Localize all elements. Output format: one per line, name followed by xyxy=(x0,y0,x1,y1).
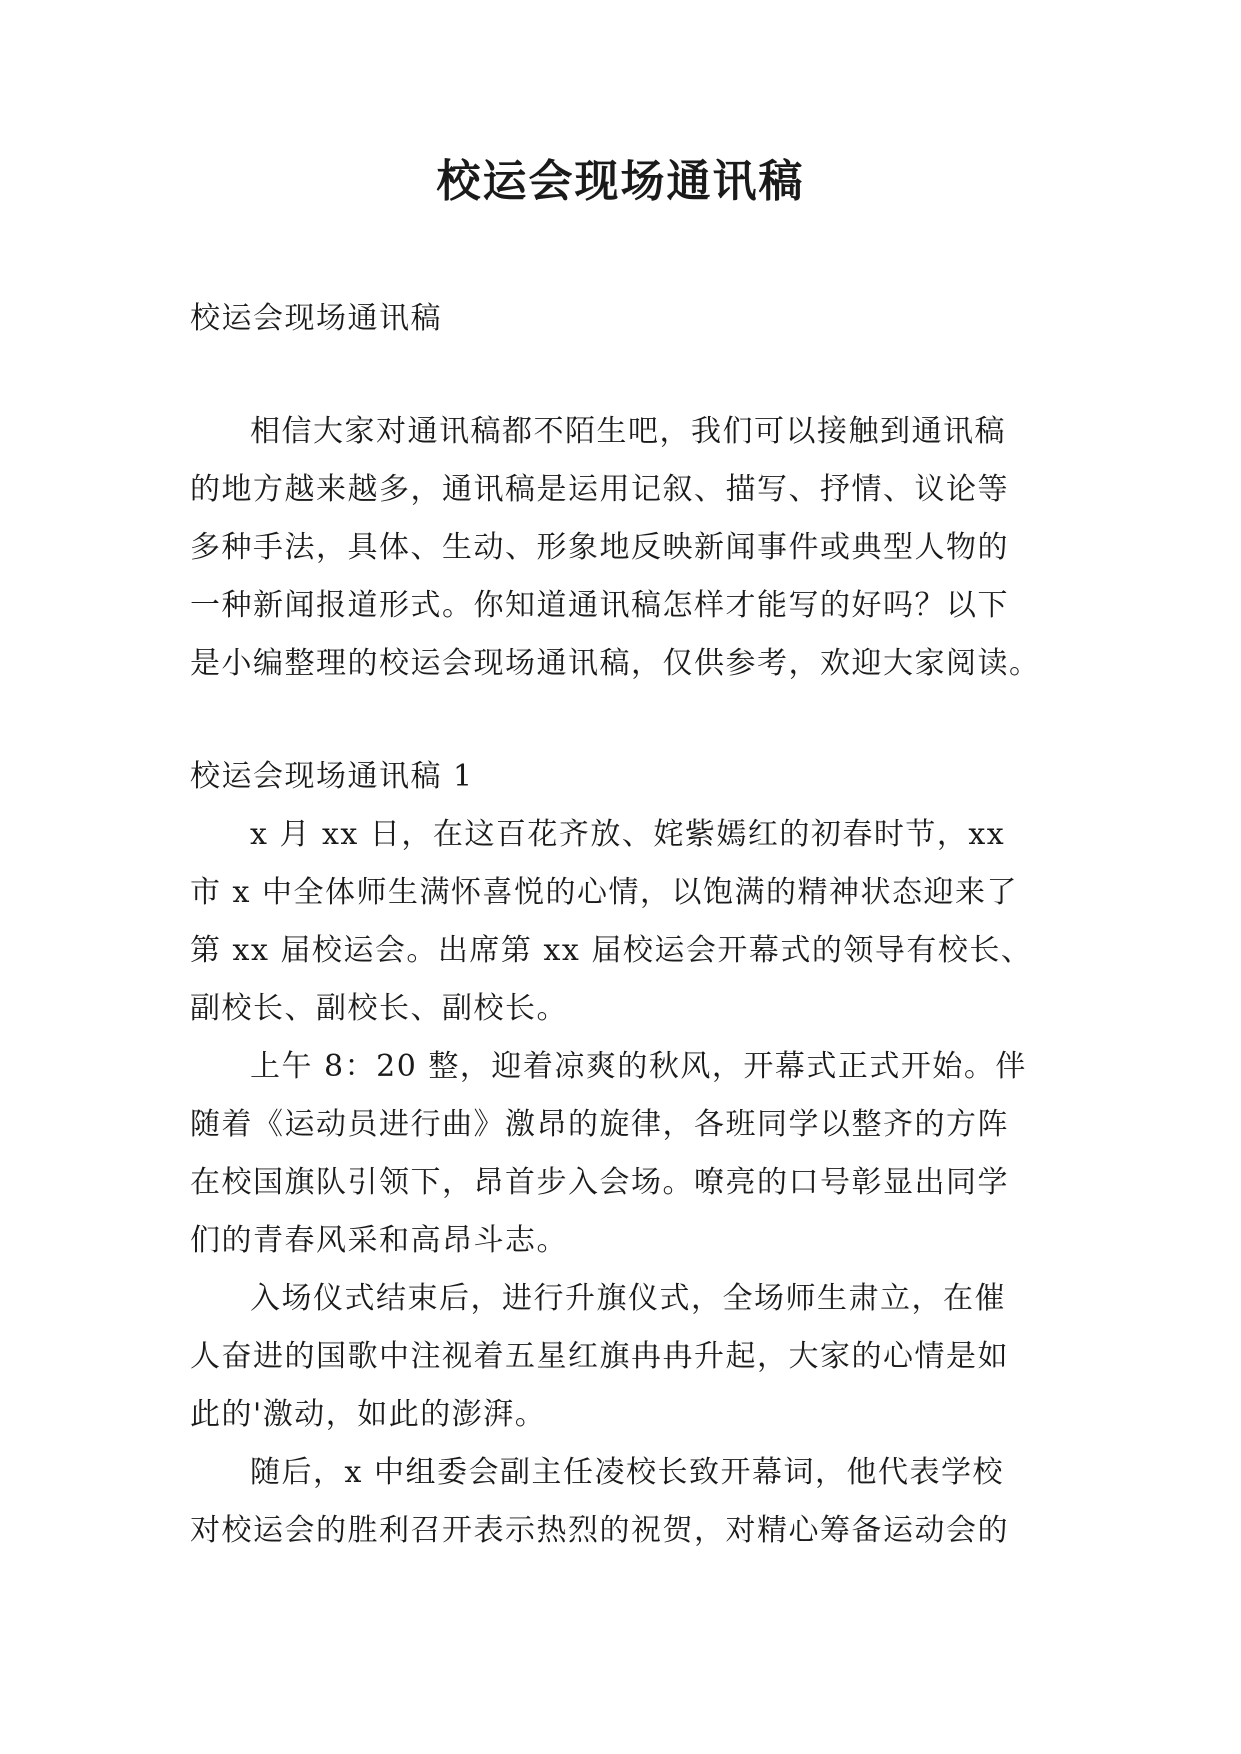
section-heading: 校运会现场通讯稿 1 xyxy=(190,759,474,794)
spacer xyxy=(190,693,1090,748)
paragraph-line: 随后，x 中组委会副主任凌校长致开幕词，他代表学校 xyxy=(250,1455,1004,1490)
paragraph-line: 入场仪式结束后，进行升旗仪式，全场师生肃立，在催 xyxy=(250,1281,1006,1316)
paragraph-line: 上午 8：20 整，迎着凉爽的秋风，开幕式正式开始。伴 xyxy=(250,1049,1027,1084)
paragraph-line: 对校运会的胜利召开表示热烈的祝贺，对精心筹备运动会的 xyxy=(190,1513,1009,1548)
paragraph-line: 人奋进的国歌中注视着五星红旗冉冉升起，大家的心情是如 xyxy=(190,1339,1009,1374)
body-paragraph xyxy=(190,806,1090,1038)
paragraph-line: 此的'激动，如此的澎湃。 xyxy=(190,1397,547,1432)
document-body xyxy=(190,290,1090,1560)
paragraph-line: 们的青春风采和高昂斗志。 xyxy=(190,1223,568,1258)
body-paragraph xyxy=(190,1444,1090,1560)
spacer xyxy=(190,348,1090,403)
paragraph-line: 随着《运动员进行曲》激昂的旋律，各班同学以整齐的方阵 xyxy=(190,1107,1009,1142)
paragraph-line: 副校长、副校长、副校长。 xyxy=(190,991,568,1026)
document-title: 校运会现场通讯稿 xyxy=(436,156,805,207)
document-subtitle: 校运会现场通讯稿 xyxy=(190,301,442,336)
intro-paragraph xyxy=(190,403,1090,693)
paragraph-line: 的地方越来越多，通讯稿是运用记叙、描写、抒情、议论等 xyxy=(190,472,1009,507)
body-paragraph xyxy=(190,1270,1090,1444)
paragraph-line: 一种新闻报道形式。你知道通讯稿怎样才能写的好吗？以下 xyxy=(190,588,1009,623)
paragraph-line: 多种手法，具体、生动、形象地反映新闻事件或典型人物的 xyxy=(190,530,1009,565)
paragraph-line: x 月 xx 日，在这百花齐放、姹紫嫣红的初春时节，xx xyxy=(250,817,1006,852)
paragraph-line: 市 x 中全体师生满怀喜悦的心情，以饱满的精神状态迎来了 xyxy=(190,875,1018,910)
paragraph-line: 相信大家对通讯稿都不陌生吧，我们可以接触到通讯稿 xyxy=(250,414,1006,449)
paragraph-line: 第 xx 届校运会。出席第 xx 届校运会开幕式的领导有校长、 xyxy=(190,933,1033,968)
paragraph-line: 在校国旗队引领下，昂首步入会场。嘹亮的口号彰显出同学 xyxy=(190,1165,1009,1200)
body-paragraph xyxy=(190,1038,1090,1270)
paragraph-line: 是小编整理的校运会现场通讯稿，仅供参考，欢迎大家阅读。 xyxy=(190,646,1041,681)
